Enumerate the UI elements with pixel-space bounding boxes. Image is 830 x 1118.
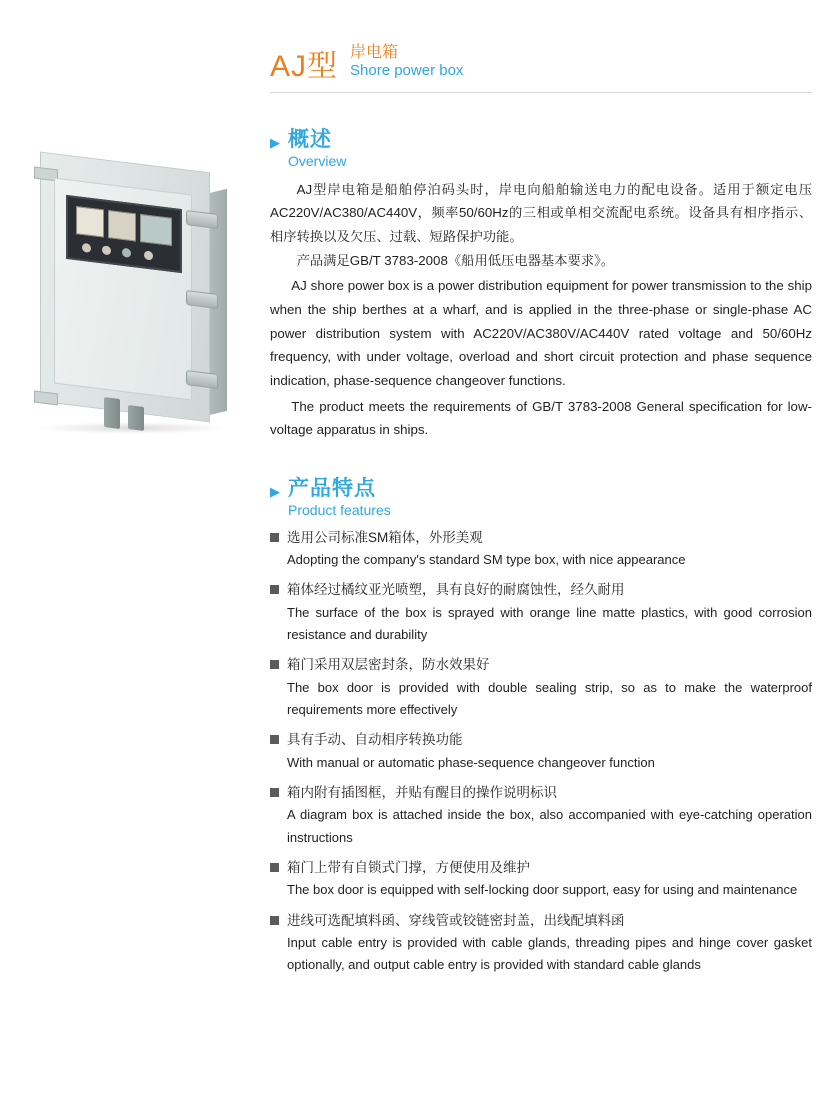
- feature-text-en: The surface of the box is sprayed with orange line matte plastics, with good corrosion resistance and durability: [287, 604, 812, 643]
- left-column: [0, 0, 258, 1118]
- product-model: AJ型: [270, 49, 339, 83]
- section-header-features: [270, 476, 812, 519]
- mounting-lug-bottom: [34, 391, 58, 406]
- knob-icon: [82, 243, 91, 253]
- section-titles: [288, 127, 346, 170]
- product-name-group: [350, 44, 463, 82]
- section-titles: [288, 476, 391, 519]
- knob-icon: [102, 245, 111, 255]
- list-item: [270, 580, 812, 646]
- feature-text-en: The box door is equipped with self-locking door support, easy for using and maintenance: [287, 882, 798, 898]
- feature-text-cn: 进线可选配填料函、穿线管或铰链密封盖，出线配填料函: [287, 912, 625, 928]
- section-title-en: Product features: [288, 502, 391, 519]
- feature-text-en: Input cable entry is provided with cable glands, threading pipes and hinge cover gasket optionally, and output cable entry is provided with standard cable glands: [287, 934, 812, 973]
- list-item: [270, 858, 812, 902]
- meter-icon: [108, 210, 136, 241]
- feature-text-cn: 箱门上带有自锁式门撑，方便使用及维护: [287, 859, 530, 875]
- square-bullet-icon: [270, 533, 279, 542]
- list-item: [270, 528, 812, 572]
- product-photo: [18, 140, 240, 440]
- square-bullet-icon: [270, 735, 279, 744]
- page-title: [270, 44, 812, 93]
- square-bullet-icon: [270, 916, 279, 925]
- feature-cn-row: [270, 730, 812, 750]
- feature-cn-row: [270, 911, 812, 931]
- section-title-cn: 产品特点: [288, 476, 376, 500]
- feature-cn-row: [270, 528, 812, 548]
- knob-icon: [144, 250, 153, 260]
- overview-paragraph-cn-1: AJ型岸电箱是船舶停泊码头时，岸电向船舶输送电力的配电设备。适用于额定电压AC220V/AC380/AC440V，频率50/60Hz的三相或单相交流配电系统。设备具有相序指示、相序转换以及欠压、过载、短路保护功能。: [270, 181, 812, 244]
- feature-text-cn: 具有手动、自动相序转换功能: [287, 732, 463, 748]
- square-bullet-icon: [270, 660, 279, 669]
- square-bullet-icon: [270, 788, 279, 797]
- triangle-right-icon: ▶: [270, 483, 280, 499]
- cable-gland-icon: [104, 397, 120, 429]
- right-column: [258, 0, 830, 1118]
- knob-icon: [122, 248, 131, 258]
- feature-text-cn: 箱体经过橘纹亚光喷塑，具有良好的耐腐蚀性，经久耐用: [287, 582, 625, 598]
- section-title-cn: 概述: [288, 127, 332, 151]
- list-item: [270, 783, 812, 849]
- section-title-en: Overview: [288, 152, 347, 169]
- triangle-right-icon: ▶: [270, 134, 280, 150]
- overview-paragraph-en-1: AJ shore power box is a power distribution equipment for power transmission to the ship when the ship berthes at a wharf, and is applied in the three-phase or single-phase AC power distribution system with AC220V/AC380V/AC440V rated voltage and 50/60Hz frequency, with under voltage, overload and short circuit protection and phase sequence indication, phase-sequence changeover functions.: [270, 278, 812, 388]
- feature-text-en: The box door is provided with double sealing strip, so as to make the waterproof requirements more effectively: [287, 679, 812, 718]
- list-item: [270, 655, 812, 721]
- meter-icon: [140, 214, 172, 246]
- feature-text-en: A diagram box is attached inside the box, also accompanied with eye-catching operation instructions: [287, 807, 812, 845]
- square-bullet-icon: [270, 863, 279, 872]
- feature-text-cn: 箱内附有插图框，并贴有醒目的操作说明标识: [287, 784, 557, 800]
- product-name-en: Shore power box: [350, 62, 464, 80]
- feature-cn-row: [270, 580, 812, 600]
- feature-text-en: Adopting the company's standard SM type box, with nice appearance: [287, 552, 686, 568]
- list-item: [270, 911, 812, 977]
- feature-cn-row: [270, 783, 812, 803]
- feature-text-cn: 箱门采用双层密封条，防水效果好: [287, 657, 490, 673]
- overview-paragraph-en-2: The product meets the requirements of GB/T 3783-2008 General specification for low-voltage apparatus in ships.: [270, 398, 812, 438]
- feature-text-en: With manual or automatic phase-sequence changeover function: [287, 754, 655, 770]
- list-item: [270, 730, 812, 774]
- section-header-overview: [270, 127, 812, 170]
- feature-text-cn: 选用公司标准SM箱体，外形美观: [287, 529, 483, 545]
- cable-gland-icon: [128, 405, 144, 431]
- feature-cn-row: [270, 858, 812, 878]
- meter-icon: [76, 206, 104, 237]
- overview-paragraph-cn-2: 产品满足GB/T 3783-2008《船用低压电器基本要求》。: [296, 252, 615, 268]
- product-name-cn: 岸电箱: [350, 44, 399, 61]
- feature-cn-row: [270, 655, 812, 675]
- square-bullet-icon: [270, 585, 279, 594]
